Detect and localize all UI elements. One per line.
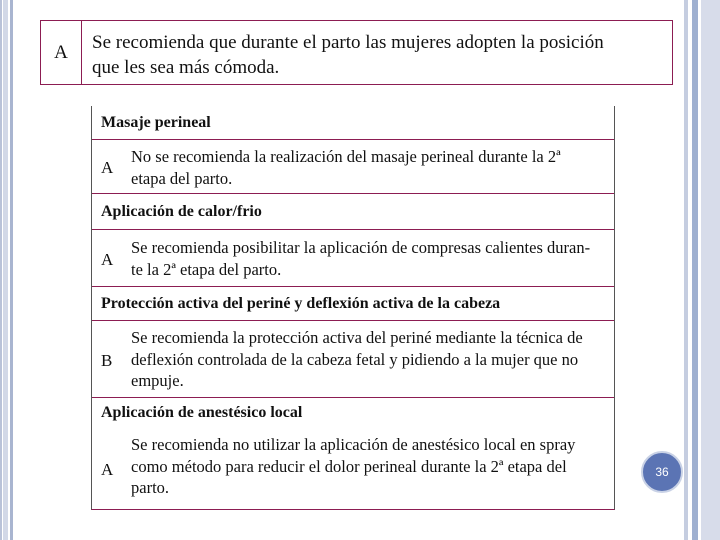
left-decor-line bbox=[10, 0, 13, 540]
recommendation-line: como método para reducir el dolor perineal durante la 2ª etapa del bbox=[131, 456, 567, 476]
recommendation-line: parto. bbox=[131, 478, 170, 497]
section-recommendation-masaje bbox=[92, 140, 614, 194]
recommendation-grade: A bbox=[101, 250, 114, 269]
recommendation-text bbox=[131, 146, 607, 189]
recommendation-line: etapa del parto. bbox=[131, 168, 233, 188]
section-recommendation-anestesico-local bbox=[92, 428, 614, 509]
top-recommendation-line: Se recomienda que durante el parto las mujeres adopten la posición bbox=[92, 32, 604, 53]
recommendation-line: Se recomienda no utilizar la aplicación de anestésico local en spray bbox=[131, 435, 576, 454]
section-heading-anestesico-local: Aplicación de anestésico local bbox=[101, 404, 303, 421]
recommendations-table bbox=[91, 106, 615, 510]
recommendation-grade: A bbox=[101, 460, 114, 479]
right-decor-bar bbox=[692, 0, 698, 540]
top-recommendation-grade: A bbox=[41, 21, 82, 84]
recommendation-line: Se recomienda posibilitar la aplicación de compresas calientes duran- bbox=[131, 238, 591, 257]
recommendation-text bbox=[131, 434, 607, 499]
section-heading-masaje: Masaje perineal bbox=[92, 106, 614, 140]
recommendation-grade: A bbox=[101, 158, 114, 177]
top-recommendation-line: que les sea más cómoda. bbox=[92, 57, 280, 78]
section-recommendation-proteccion-perine bbox=[92, 321, 614, 398]
left-decor-line bbox=[3, 0, 8, 540]
recommendation-line: te la 2ª etapa del parto. bbox=[131, 259, 282, 279]
section-heading-proteccion-perine: Protección activa del periné y deflexión activa de la cabeza bbox=[92, 287, 614, 321]
right-decor-bar bbox=[684, 0, 688, 540]
top-recommendation-text bbox=[82, 21, 672, 84]
left-decor-line bbox=[0, 0, 2, 540]
recommendation-line: deflexión controlada de la cabeza fetal y pidiendo a la mujer que no bbox=[131, 349, 579, 369]
recommendation-text bbox=[131, 327, 607, 392]
recommendation-grade: B bbox=[101, 351, 113, 370]
page-number-badge: 36 bbox=[641, 451, 683, 493]
recommendation-line: Se recomienda la protección activa del periné mediante la técnica de bbox=[131, 328, 583, 347]
right-decor-bar bbox=[701, 0, 720, 540]
recommendation-line: empuje. bbox=[131, 371, 184, 390]
recommendation-text bbox=[131, 237, 607, 280]
recommendation-line: No se recomienda la realización del masaje perineal durante la 2ª bbox=[131, 147, 561, 166]
section-recommendation-calor-frio bbox=[92, 230, 614, 287]
section-heading-calor-frio: Aplicación de calor/frio bbox=[92, 194, 614, 230]
top-recommendation-box bbox=[40, 20, 673, 85]
